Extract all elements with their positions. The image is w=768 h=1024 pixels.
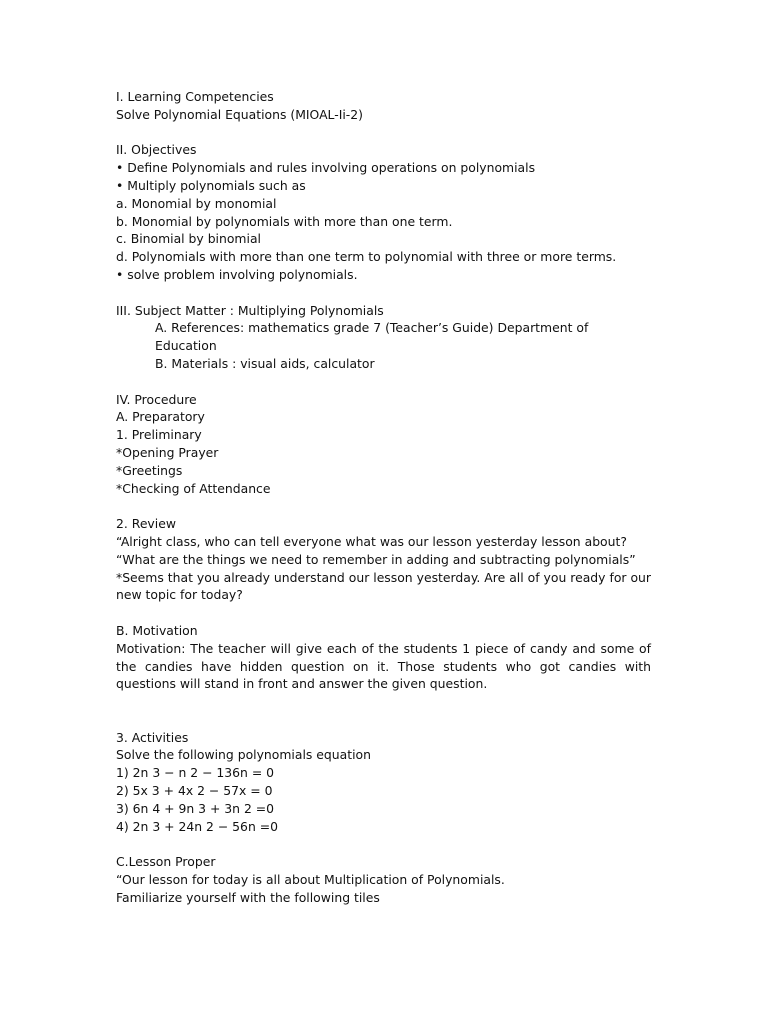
objectives-heading: II. Objectives [116,142,197,158]
objective-item: b. Monomial by polynomials with more than one term. [116,213,453,229]
review-paragraph: *Seems that you already understand our lesson yesterday. Are all of you ready for our new topic for today? [116,569,651,603]
activity-item: 2) 5x 3 + 4x 2 − 57x = 0 [116,783,273,799]
objective-item: • solve problem involving polynomials. [116,266,358,282]
lesson-plan-page [116,88,651,907]
objective-item: c. Binomial by binomial [116,231,261,247]
lesson-line: “Our lesson for today is all about Multiplication of Polynomials. [116,872,505,888]
activity-item: 1) 2n 3 − n 2 − 136n = 0 [116,765,275,781]
objective-item: • Multiply polynomials such as [116,177,306,193]
activities-intro: Solve the following polynomials equation [116,747,371,763]
subject-materials: B. Materials : visual aids, calculator [155,355,375,371]
activities-heading: 3. Activities [116,729,189,745]
motivation-heading: B. Motivation [116,622,198,638]
procedure-preparatory: A. Preparatory [116,409,205,425]
activity-item: 4) 2n 3 + 24n 2 − 56n =0 [116,818,278,834]
objective-item: d. Polynomials with more than one term to polynomial with three or more terms. [116,249,617,265]
lesson-line: Familiarize yourself with the following tiles [116,889,380,905]
motivation-paragraph: Motivation: The teacher will give each of the students 1 piece of candy and some of the candies have hidden question on it. Those students who got candies with questions will stand in front and answer the given question. [116,640,651,692]
preliminary-item: *Greetings [116,462,183,478]
review-heading: 2. Review [116,516,176,532]
competencies-heading: I. Learning Competencies [116,89,274,104]
objective-item: a. Monomial by monomial [116,195,277,211]
review-question: “What are the things we need to remember in adding and subtracting polynomials” [116,551,636,567]
competencies-text: Solve Polynomial Equations (MIOAL-Ii-2) [116,106,363,122]
review-question: “Alright class, who can tell everyone what was our lesson yesterday lesson about? [116,533,627,549]
preliminary-item: *Opening Prayer [116,444,219,460]
lesson-heading: C.Lesson Proper [116,854,216,870]
subject-heading: III. Subject Matter : Multiplying Polynomials [116,302,384,318]
activity-item: 3) 6n 4 + 9n 3 + 3n 2 =0 [116,800,275,816]
subject-references: A. References: mathematics grade 7 (Teacher’s Guide) Department of [155,320,589,336]
procedure-heading: IV. Procedure [116,391,197,407]
preliminary-item: *Checking of Attendance [116,480,271,496]
objective-item: • Define Polynomials and rules involving operations on polynomials [116,160,536,176]
procedure-preliminary: 1. Preliminary [116,427,202,443]
subject-references-cont: Education [155,338,217,354]
